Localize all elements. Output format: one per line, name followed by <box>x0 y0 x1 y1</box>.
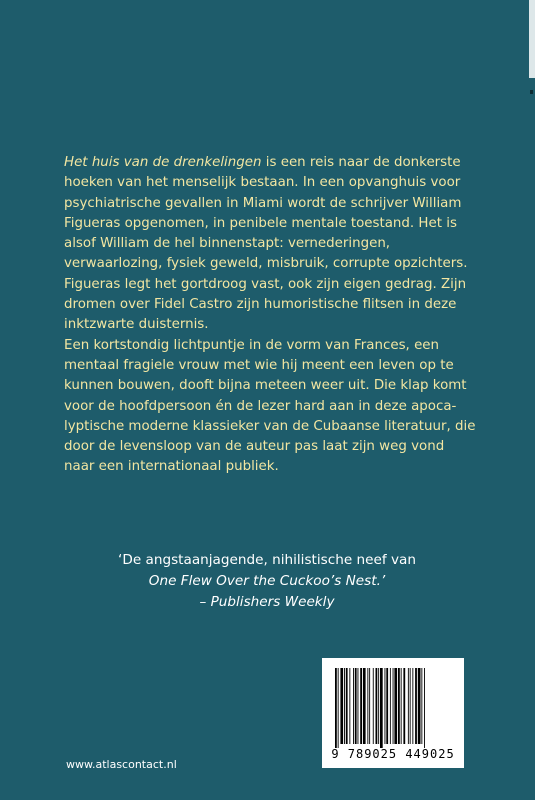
barcode-bar <box>390 668 391 744</box>
edge-tick <box>530 90 533 94</box>
publisher-website: www.atlascontact.nl <box>66 758 177 771</box>
isbn-number: 9 789025 449025 <box>331 747 455 761</box>
blurb-text <box>64 153 478 478</box>
review-quote <box>60 550 474 613</box>
barcode-bar <box>349 668 350 744</box>
barcode-bar <box>340 668 343 744</box>
barcode-bar <box>394 668 397 744</box>
barcode-bar <box>380 668 383 748</box>
barcode-bars <box>335 668 451 748</box>
quote-attribution <box>60 592 474 613</box>
barcode-bar <box>363 668 366 744</box>
quote-source: Publishers Weekly <box>210 594 335 610</box>
quote-line-2-text: One Flew Over the Cuckoo’s Nest.’ <box>148 573 386 589</box>
barcode-bar <box>412 668 413 744</box>
barcode-bar <box>403 668 405 744</box>
blurb-paragraph-1 <box>64 153 478 336</box>
barcode-bar <box>358 668 359 744</box>
barcode-bar <box>398 668 400 744</box>
barcode-bar <box>360 668 362 744</box>
barcode-bar <box>424 668 425 748</box>
barcode-bar <box>338 668 339 748</box>
blurb-paragraph-1-text: is een reis naar de donkerste hoeken van het menselijk bestaan. In een opvanghuis voor psychiatrische gevallen in Miami wordt de schrijver William Figueras opgenomen, in penibele mentale toestand. Het is alsof William de hel binnenstapt: vernederingen, verwaarlozing, fysiek geweld, misbruik, corrupte opzichters. Figueras legt het gortdroog vast, ook zijn eigen gedrag. Zijn dromen over Fidel Castro zijn humoristische flitsen in deze inktzwarte duisternis. <box>64 155 468 333</box>
quote-line-2 <box>60 571 474 592</box>
barcode-bar <box>344 668 345 744</box>
barcode-bar <box>353 668 354 744</box>
barcode-bar <box>408 668 409 744</box>
barcode-bar <box>346 668 348 744</box>
barcode-bar <box>401 668 402 744</box>
book-title: Het huis van de drenkelingen <box>64 155 262 170</box>
barcode-bar <box>367 668 368 744</box>
barcode-bar <box>393 668 394 744</box>
barcode-bar <box>385 668 386 744</box>
barcode-bar <box>335 668 337 748</box>
blurb-paragraph-2: Een kortstondig lichtpuntje in de vorm van Frances, een mentaal fragiele vrouw met wie hij meent een leven op te kunnen bouwen, dooft bijna meteen weer uit. Die klap komt voor de hoofdpersoon én de lezer hard aan in deze apocalyptische moderne klassieker van de Cubaanse literatuur, die door de levensloop van de auteur pas laat zijn weg vond naar een internationaal publiek. <box>64 337 476 475</box>
quote-dash: – <box>199 594 211 610</box>
barcode-bar <box>369 668 370 744</box>
barcode-bar <box>418 668 421 744</box>
quote-line-1: ‘De angstaanjagende, nihilistische neef van <box>118 552 416 568</box>
barcode-bar <box>415 668 417 744</box>
barcode-bar <box>421 668 422 744</box>
spine-edge-mark <box>529 0 535 78</box>
barcode-bar <box>386 668 388 744</box>
barcode-bar <box>376 668 378 744</box>
barcode <box>322 658 464 768</box>
barcode-bar <box>373 668 374 744</box>
barcode-bar <box>378 668 379 744</box>
barcode-bar <box>410 668 411 744</box>
barcode-bar <box>355 668 357 744</box>
